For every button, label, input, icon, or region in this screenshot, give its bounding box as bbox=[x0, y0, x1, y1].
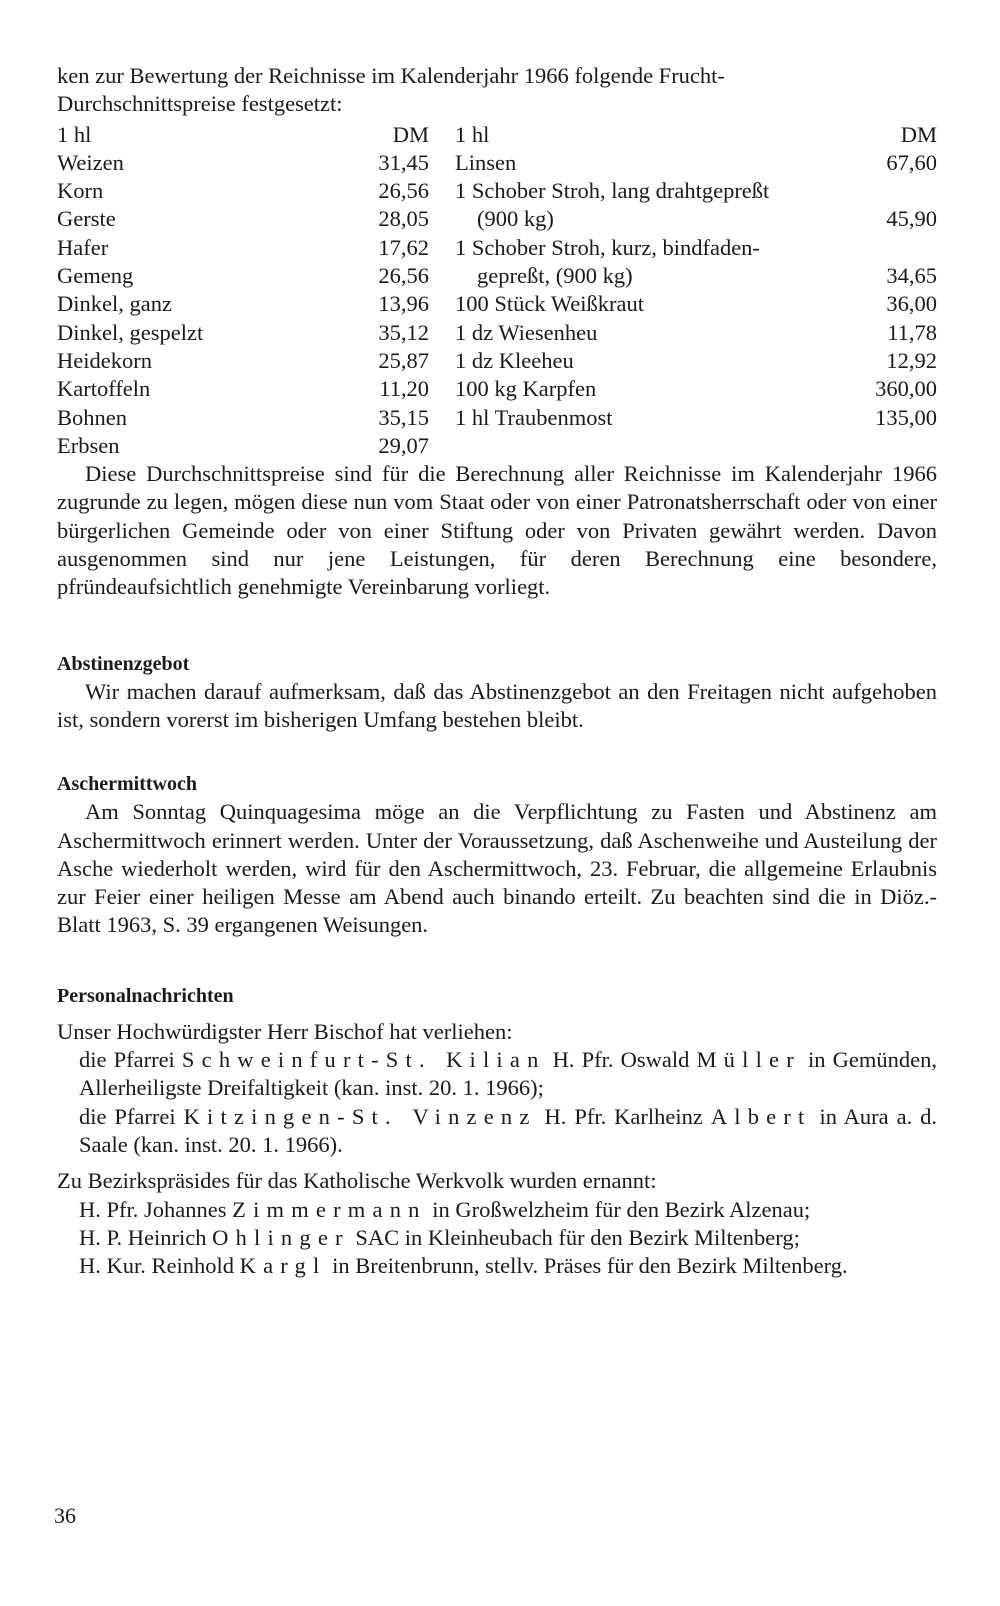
appointment-item bbox=[57, 1103, 937, 1160]
price-item: 1 Schober Stroh, kurz, bindfaden- bbox=[455, 234, 760, 260]
praeses-surname: Ohlinger bbox=[212, 1224, 350, 1250]
price-value: 26,56 bbox=[378, 178, 429, 204]
page-content bbox=[57, 62, 937, 1280]
price-item: Kartoffeln bbox=[57, 376, 151, 402]
appointment-prefix: die Pfarrei bbox=[79, 1047, 175, 1073]
intro-paragraph bbox=[57, 62, 937, 119]
praeses-post: SAC in Kleinheubach für den Bezirk Miltenberg; bbox=[355, 1224, 800, 1250]
currency-header: DM bbox=[900, 121, 937, 147]
price-row bbox=[57, 319, 429, 347]
appointee-surname: Albert bbox=[710, 1103, 812, 1129]
bishop-intro: Unser Hochwürdigster Herr Bischof hat verliehen: bbox=[57, 1018, 513, 1044]
praeses-pre: H. Pfr. Johannes bbox=[79, 1196, 227, 1222]
unit-header: 1 hl bbox=[57, 121, 92, 147]
price-table bbox=[57, 121, 937, 461]
section-heading-aschermittwoch: Aschermittwoch bbox=[57, 773, 197, 796]
price-value: 11,78 bbox=[887, 319, 937, 345]
price-item: 1 hl Traubenmost bbox=[455, 404, 613, 430]
price-row bbox=[455, 177, 937, 205]
price-header-right bbox=[455, 121, 937, 149]
price-item: Hafer bbox=[57, 234, 109, 260]
price-value: 29,07 bbox=[378, 432, 429, 458]
price-item: Weizen bbox=[57, 149, 124, 175]
price-item: 100 Stück Weißkraut bbox=[455, 291, 644, 317]
unit-header: 1 hl bbox=[455, 121, 490, 147]
price-item: Heidekorn bbox=[57, 347, 152, 373]
praeses-item bbox=[57, 1196, 937, 1224]
price-row bbox=[57, 149, 429, 177]
price-row bbox=[455, 262, 937, 290]
price-item: Dinkel, ganz bbox=[57, 291, 172, 317]
price-value: 13,96 bbox=[378, 291, 429, 317]
aschermittwoch-text: Am Sonntag Quinquagesima möge an die Verpflichtung zu Fasten und Abstinenz am Aschermittwoch erinnert werden. Unter der Voraussetzung, daß Aschenweihe und Austeilung der Asche wiederholt werden, wird für den Aschermittwoch, 23. Februar, die allgemeine Erlaubnis zur Feier einer heiligen Messe am Abend auch binando erteilt. Zu beachten sind die in Diöz.-Blatt 1963, S. 39 ergangenen Weisungen. bbox=[57, 799, 937, 938]
price-value: 25,87 bbox=[378, 347, 429, 373]
appointee-title: H. Pfr. Oswald bbox=[552, 1047, 690, 1073]
prices-note: Diese Durchschnittspreise sind für die Berechnung aller Reichnisse im Kalenderjahr 1966 zugrunde zu legen, mögen diese nun vom Staat oder von einer Patronatsherrschaft oder von einer bürgerlichen Gemeinde oder von einer Stiftung oder von Privaten gewährt werden. Davon ausgenommen sind nur jene Leistungen, für deren Berechnung eine besondere, pfründeaufsichtlich genehmigte Vereinbarung vorliegt. bbox=[57, 461, 937, 600]
price-item: Bohnen bbox=[57, 404, 127, 430]
price-row bbox=[455, 290, 937, 318]
price-value: 26,56 bbox=[378, 263, 429, 289]
price-row bbox=[455, 404, 937, 432]
price-value: 35,15 bbox=[378, 404, 429, 430]
praeses-post: in Großwelzheim für den Bezirk Alzenau; bbox=[432, 1196, 811, 1222]
price-row bbox=[57, 404, 429, 432]
praeses-pre: H. P. Heinrich bbox=[79, 1224, 207, 1250]
price-value: 28,05 bbox=[378, 206, 429, 232]
price-value: 67,60 bbox=[886, 149, 937, 175]
appointee-title: H. Pfr. Karlheinz bbox=[544, 1103, 703, 1129]
praeses-surname: Kargl bbox=[239, 1253, 327, 1279]
price-value: 35,12 bbox=[378, 319, 429, 345]
price-value: 17,62 bbox=[378, 234, 429, 260]
price-column-right bbox=[455, 121, 937, 461]
price-item: 1 dz Wiesenheu bbox=[455, 319, 598, 345]
currency-header: DM bbox=[392, 121, 429, 147]
price-row bbox=[455, 234, 937, 262]
section-heading-abstinenz: Abstinenzgebot bbox=[57, 652, 190, 675]
appointment-item bbox=[57, 1046, 937, 1103]
price-value: 135,00 bbox=[875, 404, 937, 430]
price-value: 36,00 bbox=[886, 291, 937, 317]
appointment-details: in Aura a. d. Saale (kan. inst. 20. 1. 1966). bbox=[79, 1103, 938, 1157]
price-header-left bbox=[57, 121, 429, 149]
price-value: 11,20 bbox=[379, 376, 429, 402]
price-item: Erbsen bbox=[57, 432, 120, 458]
price-value: 45,90 bbox=[886, 206, 937, 232]
price-row bbox=[57, 177, 429, 205]
page-number: 36 bbox=[54, 1503, 76, 1528]
praeses-intro: Zu Bezirkspräsides für das Katholische Werkvolk wurden ernannt: bbox=[57, 1168, 657, 1194]
price-row bbox=[455, 205, 937, 233]
price-item: gepreßt, (900 kg) bbox=[477, 263, 633, 289]
appointment-prefix: die Pfarrei bbox=[79, 1103, 176, 1129]
price-value: 34,65 bbox=[886, 263, 937, 289]
price-item: Linsen bbox=[455, 149, 517, 175]
price-column-left bbox=[57, 121, 429, 461]
price-row bbox=[57, 234, 429, 262]
abstinenz-text: Wir machen darauf aufmerksam, daß das Abstinenzgebot an den Freitagen nicht aufgehoben ist, sondern vorerst im bisherigen Umfang bestehen bleibt. bbox=[57, 678, 937, 732]
praeses-item bbox=[57, 1224, 937, 1252]
price-item: Gerste bbox=[57, 206, 116, 232]
section-heading-personal: Personalnachrichten bbox=[57, 984, 234, 1007]
price-item: Dinkel, gespelzt bbox=[57, 319, 204, 345]
price-item: 1 Schober Stroh, lang drahtgepreßt bbox=[455, 178, 770, 204]
price-row bbox=[57, 347, 429, 375]
intro-line-2: Durchschnittspreise festgesetzt: bbox=[57, 91, 343, 117]
praeses-pre: H. Kur. Reinhold bbox=[79, 1253, 234, 1279]
price-row bbox=[455, 319, 937, 347]
price-value: 360,00 bbox=[875, 376, 937, 402]
parish-name: Schweinfurt-St. Kilian bbox=[181, 1047, 546, 1073]
price-row bbox=[57, 205, 429, 233]
price-row bbox=[455, 375, 937, 403]
parish-name: Kitzingen-St. Vinzenz bbox=[183, 1103, 537, 1129]
price-row bbox=[57, 375, 429, 403]
price-row bbox=[57, 432, 429, 460]
price-row bbox=[57, 290, 429, 318]
appointment-details: in Gemünden, Allerheiligste Dreifaltigkeit (kan. inst. 20. 1. 1966); bbox=[79, 1047, 937, 1101]
price-item: 1 dz Kleeheu bbox=[455, 347, 574, 373]
praeses-post: in Breitenbrunn, stellv. Präses für den Bezirk Miltenberg. bbox=[332, 1253, 848, 1279]
price-row bbox=[455, 347, 937, 375]
price-row bbox=[455, 149, 937, 177]
appointee-surname: Müller bbox=[696, 1047, 801, 1073]
praeses-item bbox=[57, 1252, 937, 1280]
price-item: Korn bbox=[57, 178, 104, 204]
price-item: 100 kg Karpfen bbox=[455, 376, 597, 402]
price-value: 12,92 bbox=[886, 347, 937, 373]
intro-line-1: ken zur Bewertung der Reichnisse im Kalenderjahr 1966 folgende Frucht- bbox=[57, 63, 725, 88]
price-row bbox=[57, 262, 429, 290]
price-item: (900 kg) bbox=[477, 206, 554, 232]
price-item: Gemeng bbox=[57, 263, 134, 289]
price-value: 31,45 bbox=[378, 149, 429, 175]
praeses-surname: Zimmermann bbox=[232, 1196, 427, 1222]
